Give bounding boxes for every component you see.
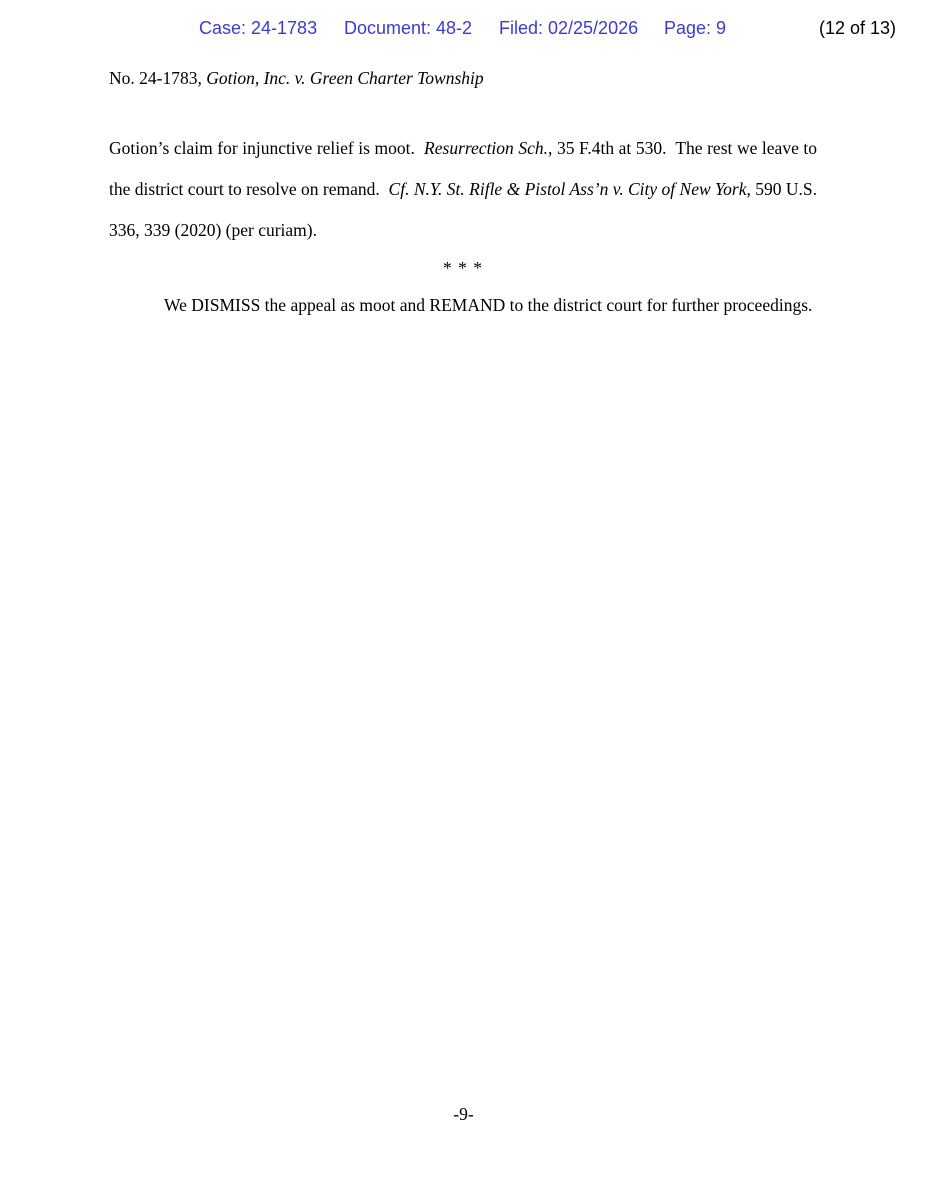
- document-number-stamp: Document: 48-2: [344, 18, 473, 38]
- opinion-body: [109, 128, 817, 326]
- caption-number: No. 24-1783,: [109, 68, 202, 88]
- sentence-remand: The rest we leave to the district court to resolve on remand.: [109, 138, 818, 199]
- section-break: * * *: [443, 258, 483, 278]
- page-stamp: Page: 9: [664, 18, 727, 38]
- page-number: -9-: [453, 1104, 474, 1124]
- case-number-stamp: Case: 24-1783: [199, 18, 318, 38]
- sentence-moot: Gotion’s claim for injunctive relief is moot.: [109, 138, 415, 158]
- paragraph-disposition: We DISMISS the appeal as moot and REMAND to the district court for further proceedings.: [164, 295, 813, 315]
- filed-date-stamp: Filed: 02/25/2026: [499, 18, 639, 38]
- page-count-stamp: (12 of 13): [818, 18, 896, 38]
- citation-ny-rifle: Cf. N.Y. St. Rifle & Pistol Ass’n v. City of New York: [388, 179, 747, 199]
- citation-resurrection: Resurrection Sch.: [424, 138, 549, 158]
- paragraph-injunctive-relief: [109, 128, 817, 251]
- citation-resurrection-pin: , 35 F.4th at 530.: [548, 138, 667, 158]
- case-caption: [109, 66, 484, 90]
- citation-ny-rifle-reporter: , 590 U.S. 336, 339 (2020) (per curiam).: [109, 179, 818, 240]
- caption-title: Gotion, Inc. v. Green Charter Township: [206, 68, 484, 88]
- filing-stamp-header: [0, 16, 927, 40]
